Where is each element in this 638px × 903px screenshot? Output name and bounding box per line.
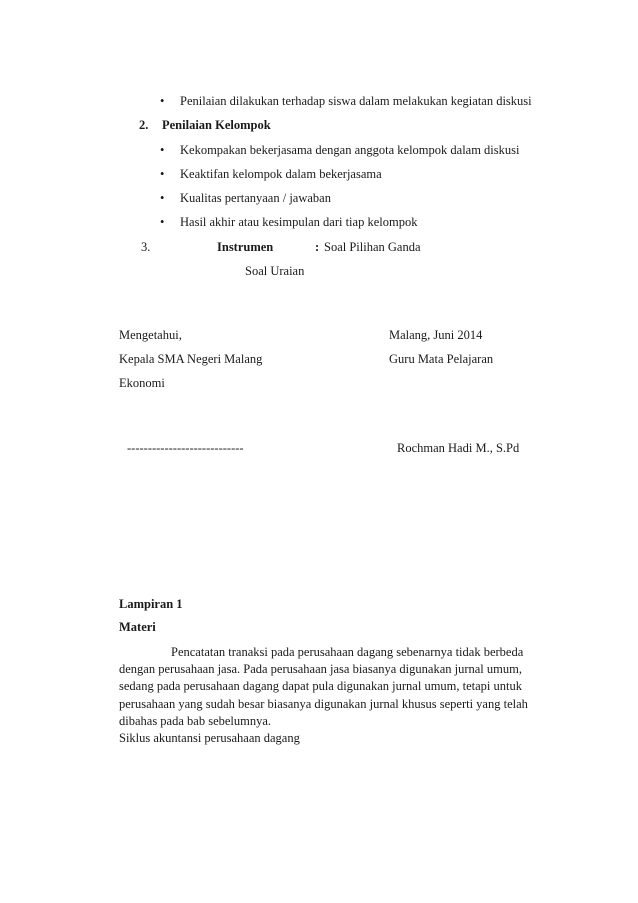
bullet-text: Kualitas pertanyaan / jawaban [180, 191, 331, 205]
appendix-title: Lampiran 1 [119, 597, 183, 611]
bullet-icon: • [160, 167, 165, 181]
appendix-subtitle: Materi [119, 620, 156, 634]
place-date: Malang, Juni 2014 [389, 328, 483, 342]
bullet-text: Hasil akhir atau kesimpulan dari tiap kelompok [180, 215, 418, 229]
bullet-text: Penilaian dilakukan terhadap siswa dalam melakukan kegiatan diskusi [180, 94, 532, 108]
bullet-icon: • [160, 143, 165, 157]
instrument-value-essay: Soal Uraian [245, 264, 305, 278]
teacher-name: Rochman Hadi M., S.Pd [397, 441, 520, 455]
paragraph-line: perusahaan yang sudah besar biasanya digunakan jurnal khusus seperti yang telah [119, 696, 528, 711]
bullet-text: Keaktifan kelompok dalam bekerjasama [180, 167, 382, 181]
paragraph-line: Pencatatan tranaksi pada perusahaan dagang sebenarnya tidak berbeda [171, 645, 524, 659]
instrument-number: 3. [141, 240, 151, 254]
principal-title: Kepala SMA Negeri Malang [119, 352, 263, 366]
paragraph-line: dengan perusahaan jasa. Pada perusahaan jasa biasanya digunakan jurnal umum, [119, 662, 522, 677]
group-number: 2. [139, 118, 149, 132]
instrument-label: Instrumen [217, 240, 274, 254]
bullet-icon: • [160, 94, 165, 108]
paragraph-line: sedang pada perusahaan dagang dapat pula digunakan jurnal umum, tetapi untuk [119, 679, 522, 694]
bullet-text: Kekompakan bekerjasama dengan anggota kelompok dalam diskusi [180, 143, 520, 157]
materi-paragraph [119, 644, 544, 747]
group-title: Penilaian Kelompok [162, 118, 271, 132]
principal-signature-line: ---------------------------- [127, 441, 244, 455]
paragraph-line: Siklus akuntansi perusahaan dagang [119, 731, 300, 746]
bullet-icon: • [160, 215, 165, 229]
acknowledged-label: Mengetahui, [119, 328, 182, 342]
teacher-title: Guru Mata Pelajaran [389, 352, 494, 366]
subject-label: Ekonomi [119, 376, 165, 390]
bullet-icon: • [160, 191, 165, 205]
paragraph-line: dibahas pada bab sebelumnya. [119, 713, 272, 728]
instrument-value-multiple-choice: Soal Pilihan Ganda [324, 240, 421, 254]
instrument-colon: : [315, 240, 320, 254]
